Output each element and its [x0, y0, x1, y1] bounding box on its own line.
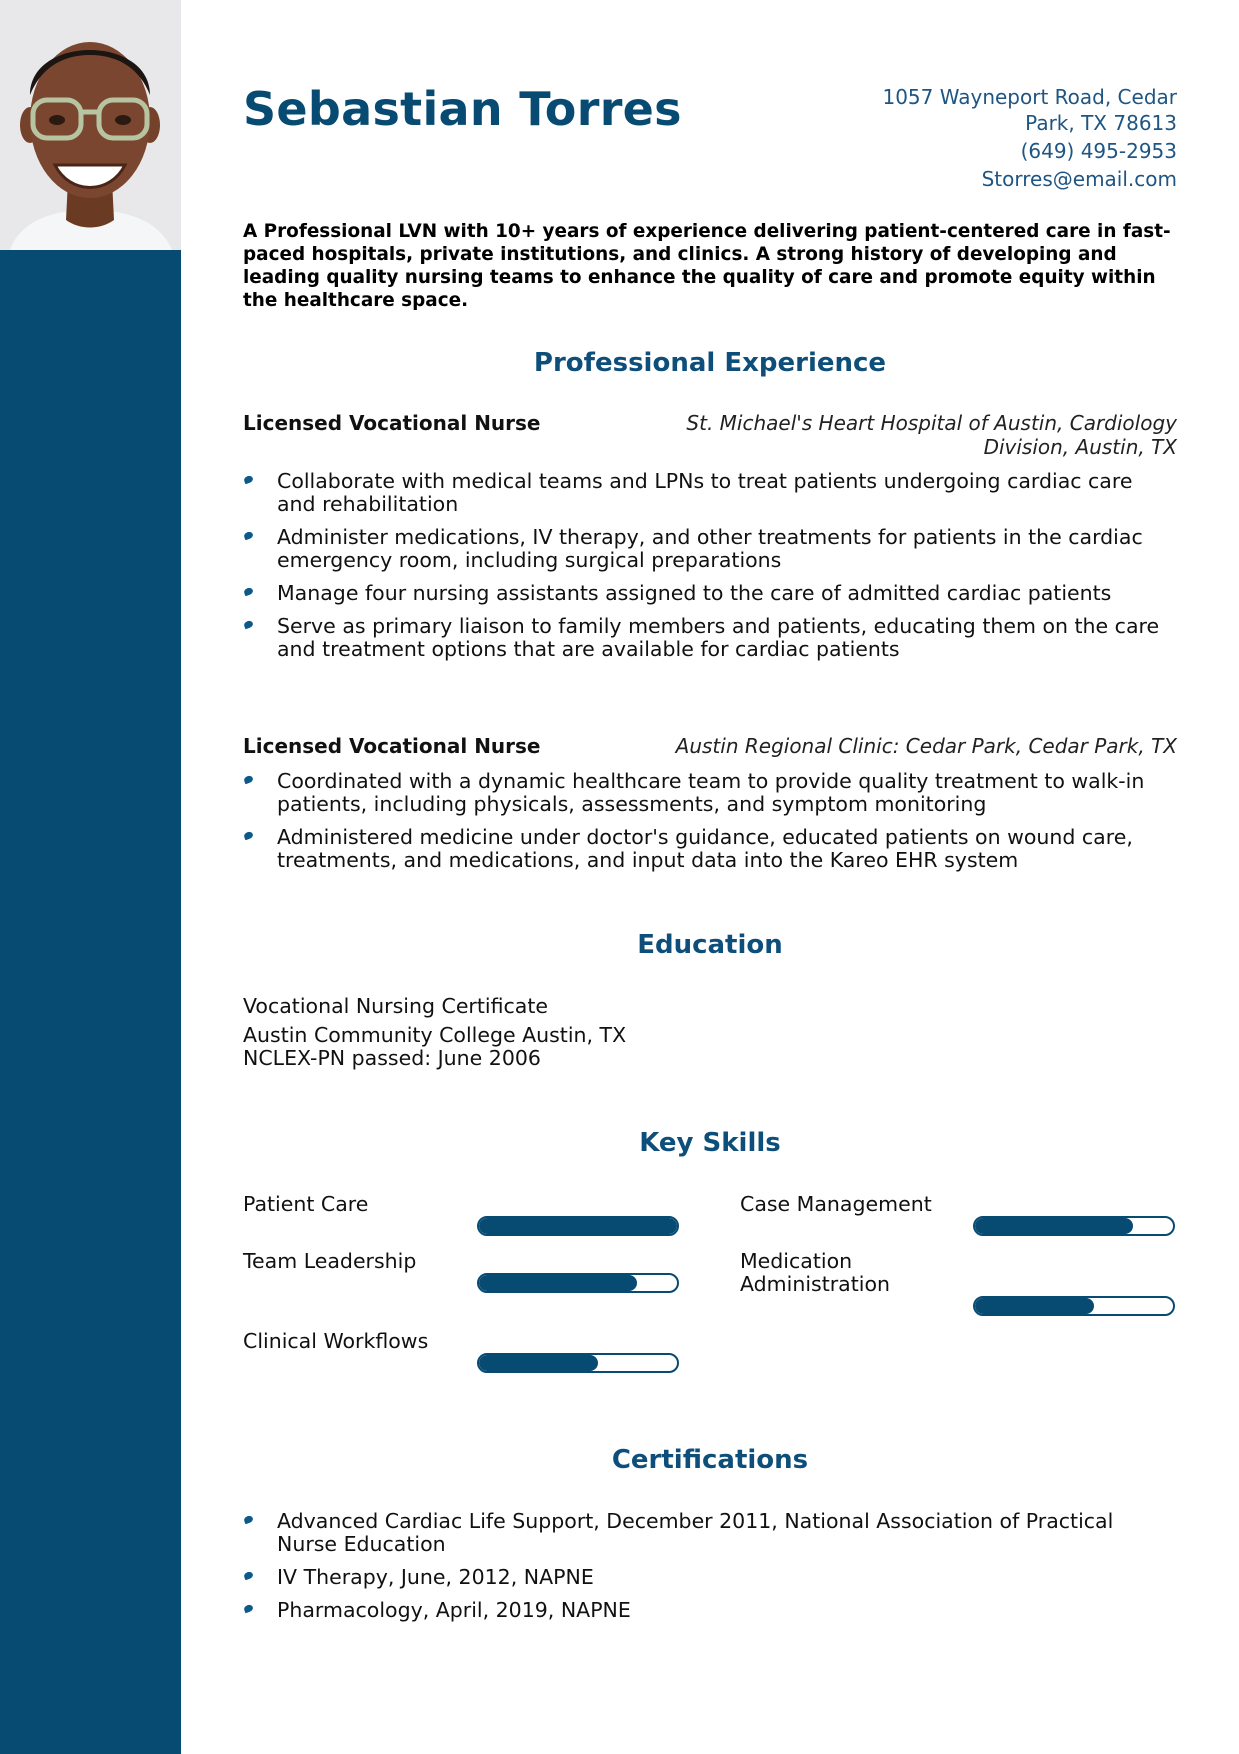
list-item: Coordinated with a dynamic healthcare team to provide quality treatment to walk-in patients, including physicals, assessments, and symptom monitoring: [243, 770, 1173, 816]
skill-bar: [477, 1353, 679, 1373]
skill-label: Medication Administration: [740, 1249, 891, 1296]
certifications-heading: Certifications: [611, 1445, 809, 1475]
job-1-bullets: [243, 470, 1173, 671]
skill-bar-fill: [975, 1298, 1094, 1314]
certification-list: [243, 1510, 1173, 1632]
skill-label: Patient Care: [243, 1192, 369, 1216]
list-item: Serve as primary liaison to family members and patients, educating them on the care and treatment options that are available for cardiac patients: [243, 615, 1173, 661]
skill-label: Clinical Workflows: [243, 1329, 429, 1353]
education-heading: Education: [637, 930, 783, 960]
skill-bar: [973, 1296, 1175, 1316]
contact-email: Storres@email.com: [981, 167, 1177, 191]
skills-heading: Key Skills: [639, 1128, 781, 1158]
list-item: Pharmacology, April, 2019, NAPNE: [243, 1599, 1173, 1622]
job-1-title: Licensed Vocational Nurse: [243, 411, 541, 435]
skill-label: Team Leadership: [243, 1249, 417, 1273]
list-item: Collaborate with medical teams and LPNs to treat patients undergoing cardiac care and rehabilitation: [243, 470, 1173, 516]
contact-address: 1057 Wayneport Road, Cedar Park, TX 78613: [882, 85, 1177, 135]
profile-photo: [0, 0, 181, 250]
candidate-name: Sebastian Torres: [243, 82, 682, 136]
list-item: Manage four nursing assistants assigned to the care of admitted cardiac patients: [243, 582, 1173, 605]
skill-bar-fill: [479, 1275, 637, 1291]
education-school: Austin Community College Austin, TX: [243, 1023, 627, 1047]
education-note: NCLEX-PN passed: June 2006: [243, 1046, 541, 1070]
list-item: Administer medications, IV therapy, and other treatments for patients in the cardiac emergency room, including surgical preparations: [243, 526, 1173, 572]
experience-heading: Professional Experience: [533, 348, 887, 378]
sidebar: [0, 0, 181, 1754]
education-degree: Vocational Nursing Certificate: [243, 994, 548, 1018]
skill-bar: [973, 1216, 1175, 1236]
list-item: Administered medicine under doctor's guidance, educated patients on wound care, treatments, and medications, and input data into the Kareo EHR system: [243, 826, 1173, 872]
skill-bar-fill: [479, 1355, 598, 1371]
list-item: IV Therapy, June, 2012, NAPNE: [243, 1566, 1173, 1589]
skill-bar: [477, 1216, 679, 1236]
job-2-bullets: [243, 770, 1173, 882]
profile-photo-illustration: [0, 0, 181, 250]
list-item: Advanced Cardiac Life Support, December 2011, National Association of Practical Nurse Education: [243, 1510, 1173, 1556]
job-1-company: St. Michael's Heart Hospital of Austin, Cardiology Division, Austin, TX: [686, 411, 1177, 459]
contact-phone: (649) 495-2953: [1020, 139, 1177, 163]
contact-block: [700, 84, 1177, 194]
skill-bar-fill: [975, 1218, 1133, 1234]
skill-bar-fill: [479, 1218, 677, 1234]
skill-label: Case Management: [740, 1192, 932, 1216]
professional-summary: A Professional LVN with 10+ years of experience delivering patient-centered care in fast-paced hospitals, private institutions, and clinics. A strong history of developing and leading quality nursing teams to enhance the quality of care and promote equity within the healthcare space.: [243, 221, 1171, 311]
job-2-company: Austin Regional Clinic: Cedar Park, Cedar Park, TX: [675, 734, 1177, 758]
skill-bar: [477, 1273, 679, 1293]
job-2-title: Licensed Vocational Nurse: [243, 734, 541, 758]
